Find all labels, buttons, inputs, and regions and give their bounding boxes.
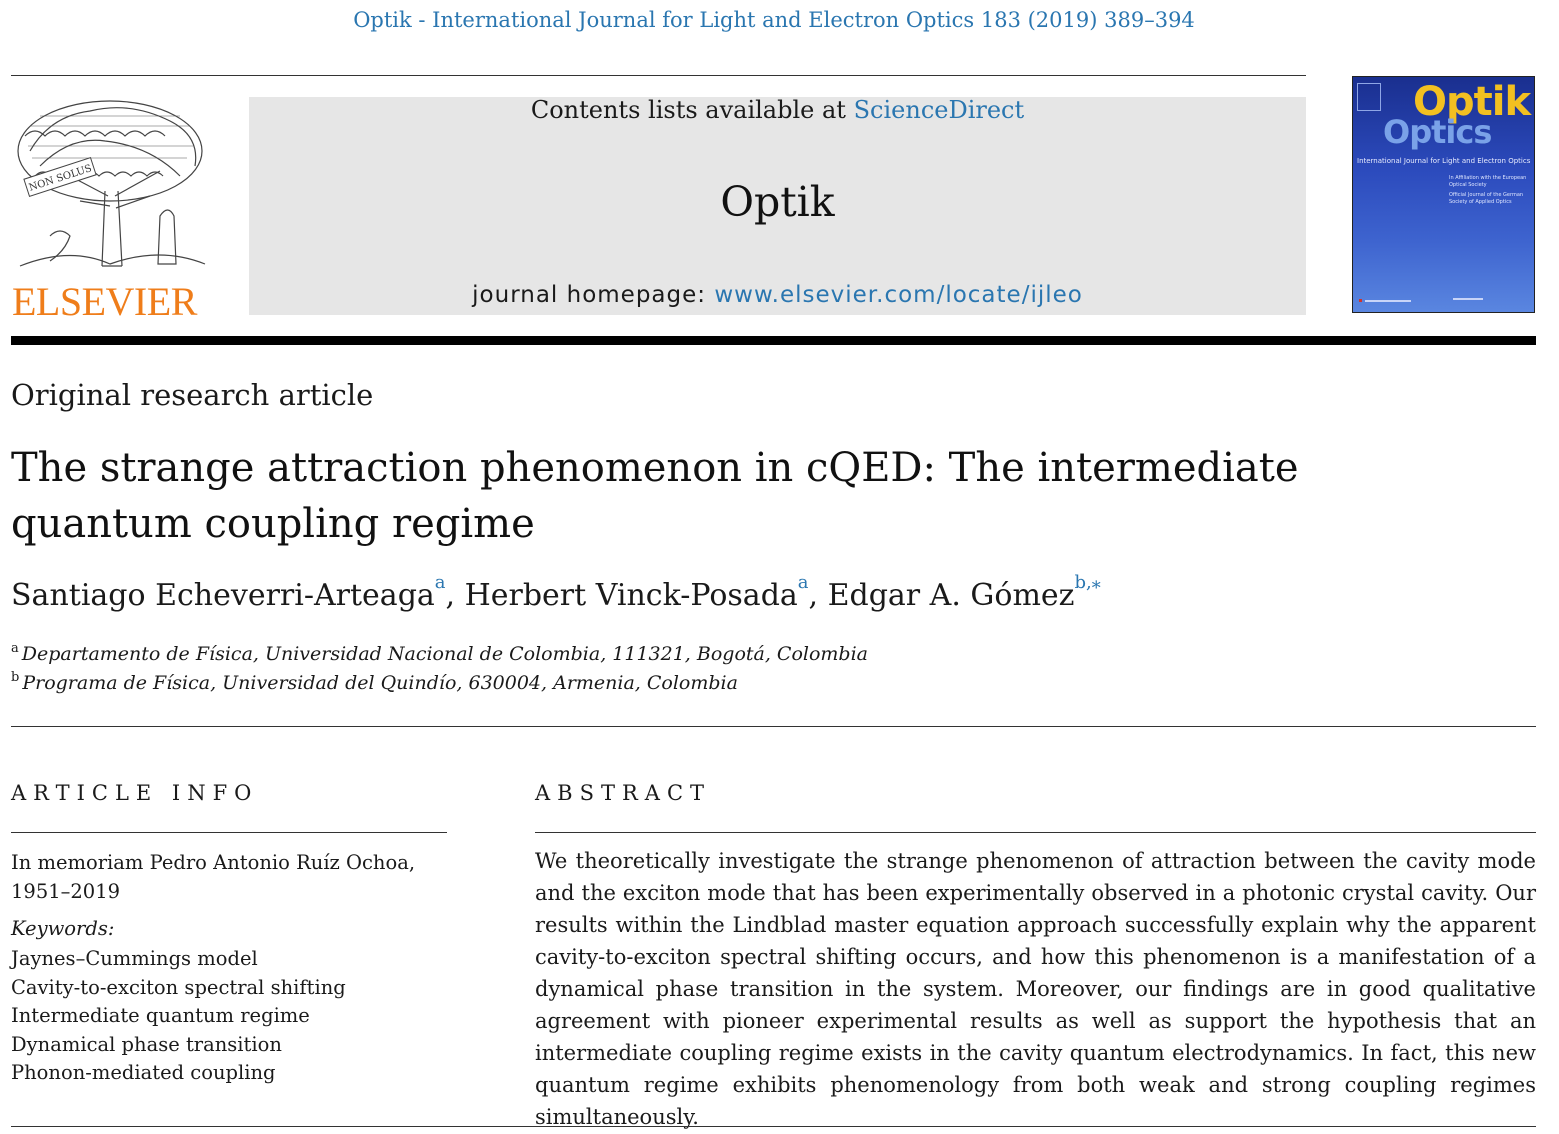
affiliation-label: b <box>11 670 20 685</box>
author-name[interactable]: Herbert Vinck-Posada <box>464 578 798 613</box>
author-name[interactable]: Edgar A. Gómez <box>827 578 1075 613</box>
header-rule <box>11 75 1306 76</box>
journal-citation-link[interactable]: Optik - International Journal for Light and Electron Optics 183 (2019) 389–394 <box>353 8 1195 32</box>
cover-publisher-mark <box>1357 83 1381 111</box>
author-name[interactable]: Santiago Echeverri-Arteaga <box>11 578 435 613</box>
affiliation-a <box>11 643 868 665</box>
keywords-label: Keywords: <box>11 917 115 940</box>
homepage-prefix: journal homepage: <box>472 282 707 308</box>
abstract-text: We theoretically investigate the strange phenomenon of attraction between the cavity mode and the exciton mode that has been experimentally observed in a photonic crystal cavity. Our results within the Lindblad master equation approach successfully explain why the apparent cavity-to-exciton spectral shifting occurs, and how this phenomenon is a manifestation of a dynamical phase transition in the system. Moreover, our findings are in good qualitative agreement with pioneer experimental results as well as support the hypothesis that an intermediate coupling regime exists in the cavity quantum electrodynamics. In fact, this new quantum regime exhibits phenomenology from both weak and strong coupling regimes simultaneously. <box>535 849 1536 1129</box>
abstract-rule <box>535 832 1536 833</box>
contents-prefix: Contents lists available at <box>530 96 846 124</box>
keywords-list <box>11 945 346 1088</box>
header-thick-rule <box>11 336 1536 345</box>
motto-text: NON SOLUS <box>27 163 94 194</box>
keyword-item: Dynamical phase transition <box>11 1032 282 1056</box>
author-separator: , <box>445 578 465 613</box>
cover-footer-line <box>1453 298 1483 300</box>
tree-illustration-icon <box>10 96 210 276</box>
homepage-link[interactable]: www.elsevier.com/locate/ijleo <box>714 282 1083 308</box>
contents-line <box>249 96 1306 124</box>
article-type: Original research article <box>11 378 374 412</box>
cover-title-optik: Optik <box>1413 79 1531 125</box>
affiliation-b <box>11 672 738 694</box>
author-affiliation-mark[interactable]: a <box>434 572 446 593</box>
affiliation-label: a <box>11 641 19 656</box>
affiliation-text: Programa de Física, Universidad del Quindío, 630004, Armenia, Colombia <box>22 672 738 694</box>
journal-name: Optik <box>720 178 835 226</box>
keyword-item: Intermediate quantum regime <box>11 1004 310 1027</box>
cover-affiliation-1: In Affiliation with the European Optical Society <box>1449 175 1527 188</box>
affiliation-text: Departamento de Física, Universidad Nacional de Colombia, 111321, Bogotá, Colombia <box>21 643 868 665</box>
author-separator: , <box>808 578 828 613</box>
article-info-heading: ARTICLE INFO <box>11 781 259 805</box>
author-affiliation-mark[interactable]: a <box>797 572 809 593</box>
cover-red-dot-icon <box>1359 299 1362 302</box>
abstract-heading: ABSTRACT <box>535 781 712 805</box>
cover-affiliation-2: Official Journal of the German Society of Applied Optics <box>1449 192 1524 205</box>
cover-footer-line <box>1365 300 1411 302</box>
journal-cover-thumbnail[interactable] <box>1352 76 1535 313</box>
article-info-rule <box>11 832 447 833</box>
author-list <box>11 572 1101 613</box>
article-title: The strange attraction phenomenon in cQED: The intermediate quantum coupling regime <box>11 445 1299 547</box>
cover-title-optics: Optics <box>1383 113 1492 151</box>
elsevier-wordmark[interactable]: ELSEVIER <box>12 279 197 324</box>
keyword-item: Jaynes–Cummings model <box>11 947 258 970</box>
memoriam-note: In memoriam Pedro Antonio Ruíz Ochoa, 1951–2019 <box>11 851 416 903</box>
homepage-line <box>249 282 1306 308</box>
cover-affiliations <box>1449 175 1533 206</box>
keyword-item: Cavity-to-exciton spectral shifting <box>11 975 346 999</box>
section-rule <box>11 726 1536 727</box>
footer-rule <box>11 1126 1536 1127</box>
keyword-item: Phonon-mediated coupling <box>11 1061 276 1084</box>
author-affiliation-mark[interactable]: b,⁎ <box>1074 572 1101 593</box>
cover-subtitle: International Journal for Light and Electron Optics <box>1357 157 1531 165</box>
sciencedirect-link[interactable]: ScienceDirect <box>853 96 1025 124</box>
